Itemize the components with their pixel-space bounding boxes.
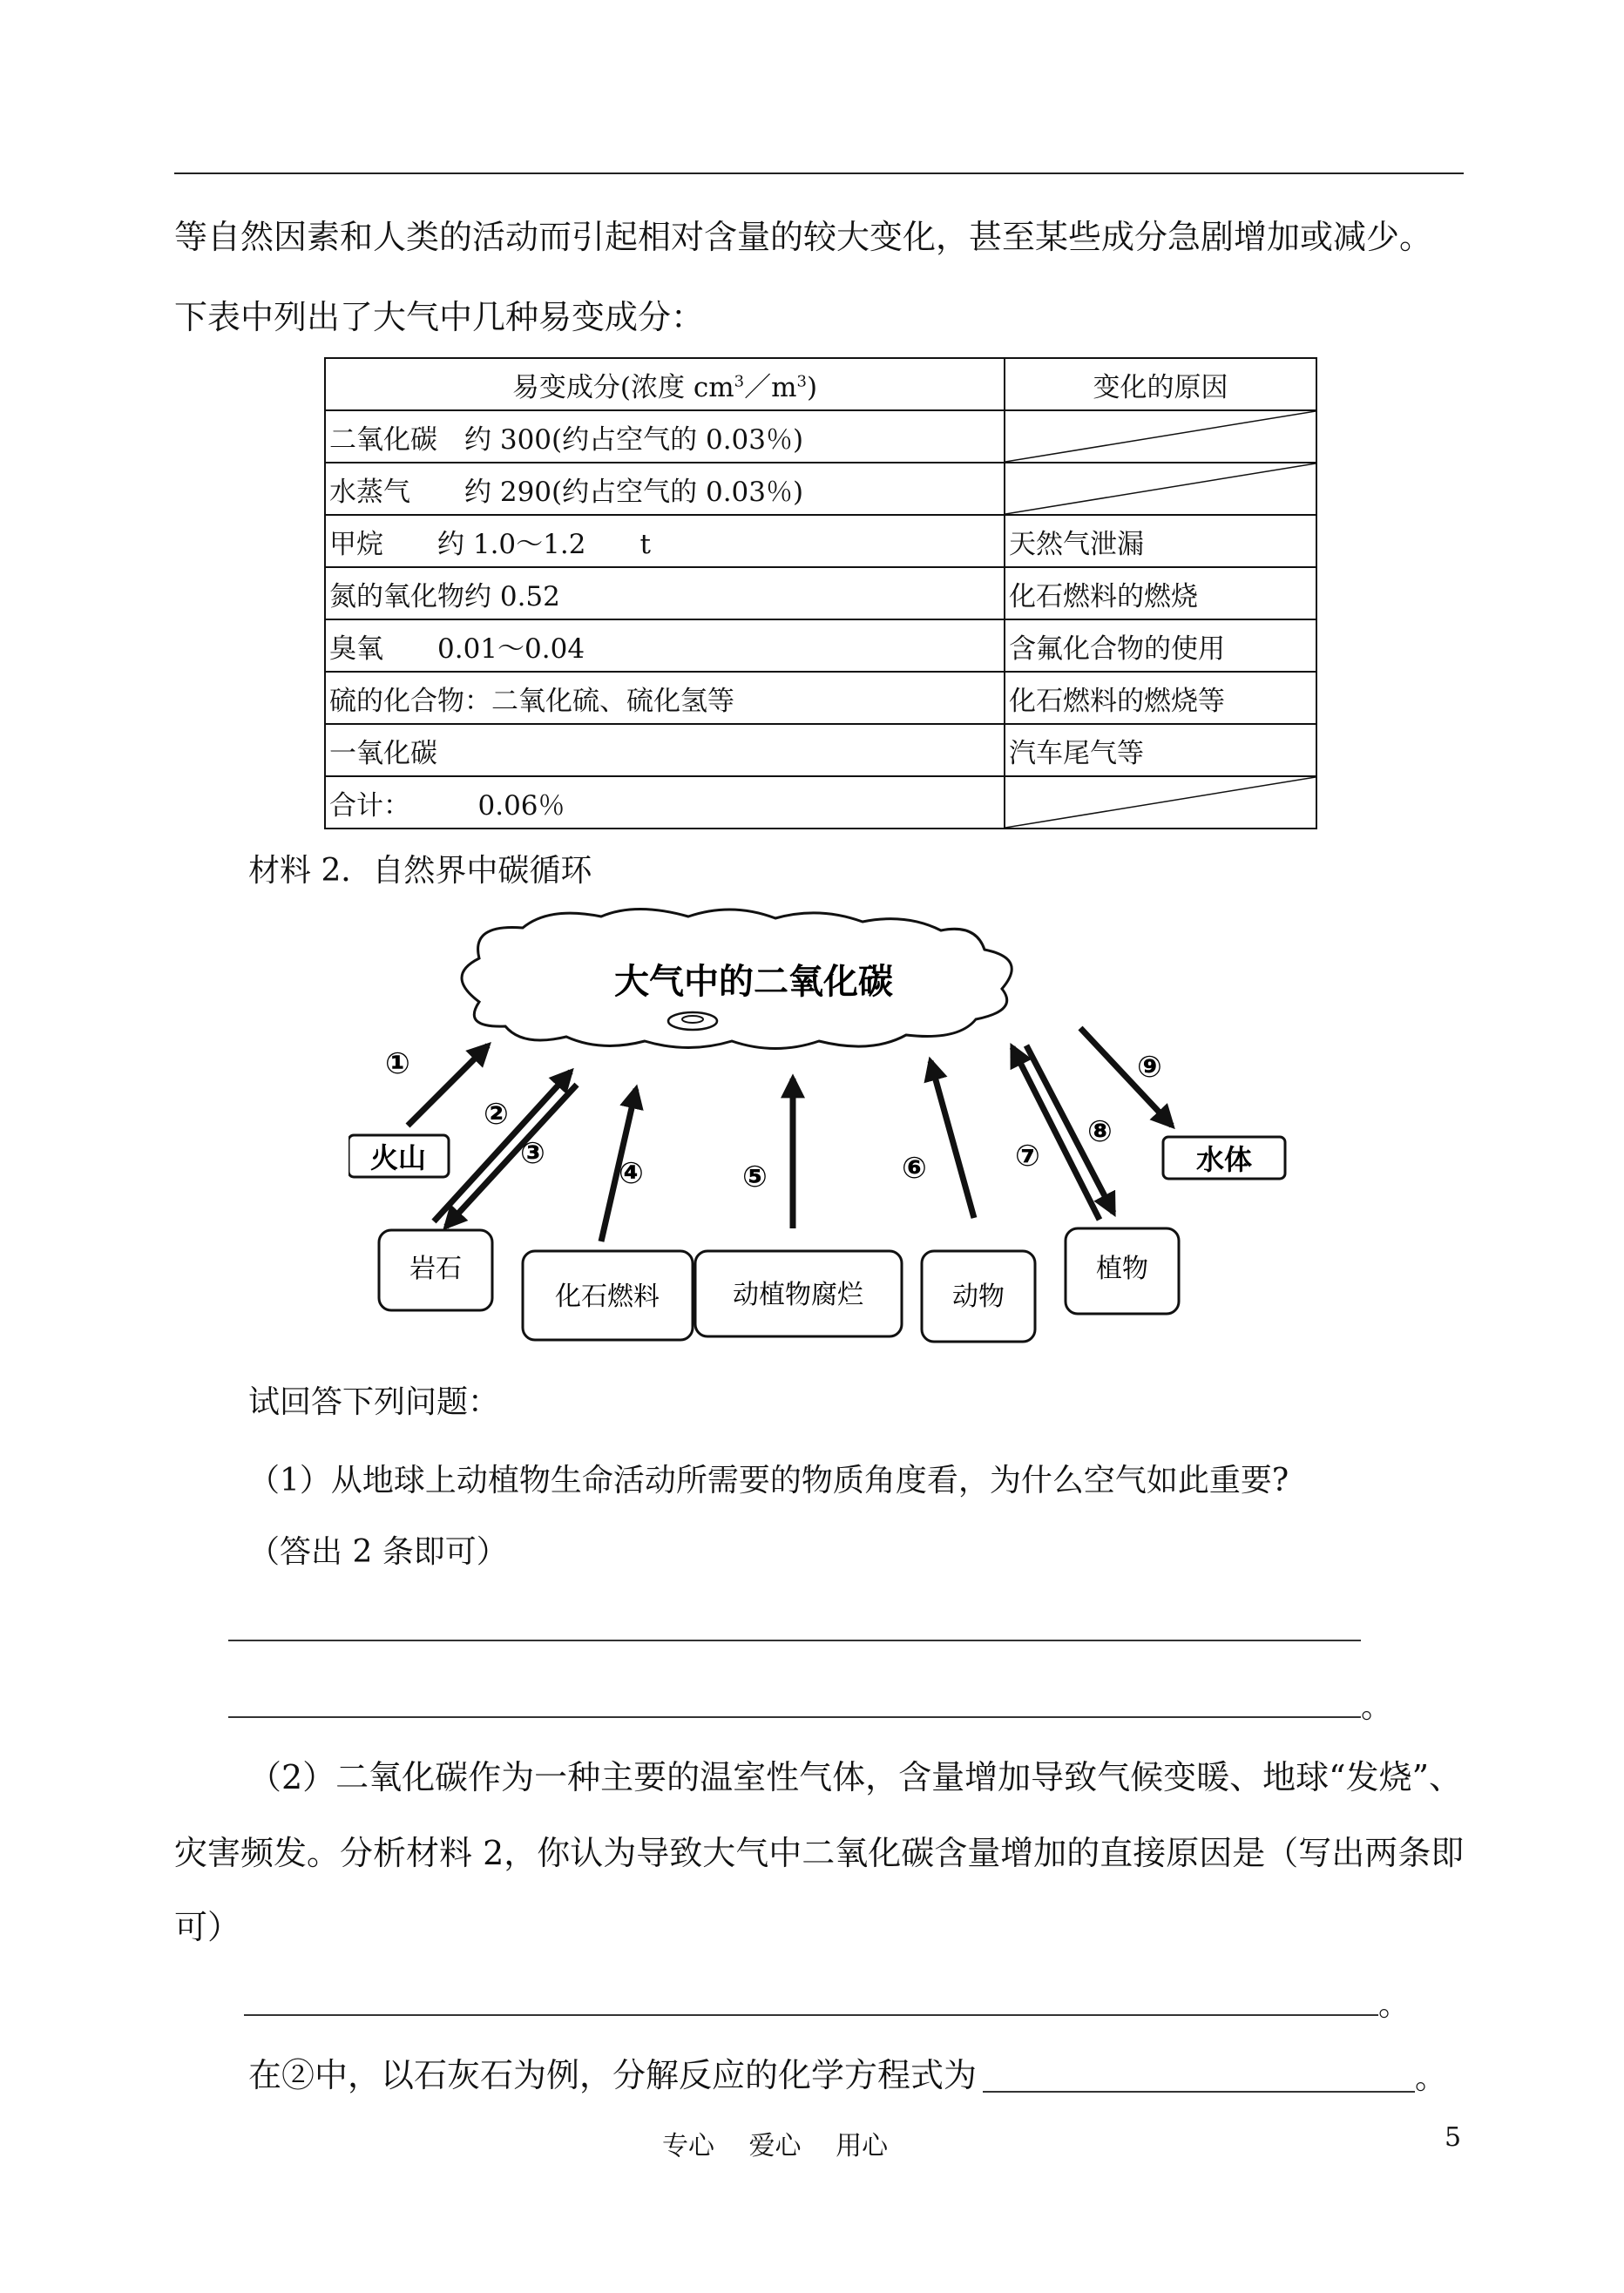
component-cell: 一氧化碳 xyxy=(325,724,1005,776)
table-row xyxy=(325,619,1316,672)
carbon-cycle-diagram xyxy=(348,906,1307,1359)
arrow-3 xyxy=(446,1085,577,1227)
answer-period: 。 xyxy=(1415,2060,1447,2096)
component-cell: 氮的氧化物约 0.52 xyxy=(325,567,1005,619)
header-rule xyxy=(174,172,1464,174)
question-2-line-3: 可） xyxy=(174,1908,241,1946)
number-label: ② xyxy=(484,1097,509,1132)
water-box xyxy=(1163,1137,1285,1179)
question-1-line-1: （1）从地球上动植物生命活动所需要的物质角度看，为什么空气如此重要? xyxy=(248,1463,1289,1498)
cloud-label: 大气中的二氧化碳 xyxy=(614,962,893,1002)
cause-cell: 化石燃料的燃烧 xyxy=(1005,567,1316,619)
answer-period: 。 xyxy=(1378,1987,1411,2023)
material-2-title: 材料 2．自然界中碳循环 xyxy=(248,853,592,889)
arrow-number-labels xyxy=(385,1046,1162,1194)
cause-cell-empty xyxy=(1005,776,1316,829)
plant-box xyxy=(1066,1228,1179,1314)
variable-components-table xyxy=(324,357,1317,829)
cause-cell: 含氟化合物的使用 xyxy=(1005,619,1316,672)
questions-intro: 试回答下列问题： xyxy=(248,1384,500,1420)
volcano-label: 火山 xyxy=(369,1141,427,1174)
intro-line-2: 下表中列出了大气中几种易变成分： xyxy=(174,298,705,336)
number-label: ⑧ xyxy=(1087,1114,1113,1149)
table-header-row xyxy=(325,358,1316,410)
number-label: ⑨ xyxy=(1137,1050,1162,1085)
number-label: ① xyxy=(385,1046,410,1081)
volcano-box xyxy=(348,1135,449,1177)
number-label: ③ xyxy=(520,1136,545,1171)
number-label: ⑥ xyxy=(902,1151,927,1186)
cause-cell-empty xyxy=(1005,410,1316,463)
number-label: ⑦ xyxy=(1015,1139,1040,1174)
cloud-detail-icon xyxy=(668,1012,717,1030)
component-cell: 合计： 0.06％ xyxy=(325,776,1005,829)
animal-box xyxy=(922,1251,1035,1342)
fossil-fuel-label: 化石燃料 xyxy=(555,1282,660,1312)
arrow-6 xyxy=(930,1061,974,1218)
table-row xyxy=(325,463,1316,515)
table-row xyxy=(325,724,1316,776)
decay-label: 动植物腐烂 xyxy=(733,1280,863,1310)
cause-cell: 化石燃料的燃烧等 xyxy=(1005,672,1316,724)
table-row xyxy=(325,672,1316,724)
table-row xyxy=(325,515,1316,567)
intro-line-1: 等自然因素和人类的活动而引起相对含量的较大变化，甚至某些成分急剧增加或减少。 xyxy=(174,218,1433,256)
table-row xyxy=(325,776,1316,829)
arrow-1 xyxy=(408,1045,488,1126)
table-row xyxy=(325,410,1316,463)
arrow-7 xyxy=(1012,1047,1100,1220)
answer-line-1[interactable] xyxy=(228,1640,1361,1641)
rock-box xyxy=(379,1230,492,1310)
footer-motto: 专心 爱心 用心 xyxy=(662,2131,889,2161)
arrow-2 xyxy=(434,1072,571,1221)
plant-label: 植物 xyxy=(1096,1254,1148,1284)
answer-line-2[interactable] xyxy=(228,1716,1361,1718)
question-1-line-2: （答出 2 条即可） xyxy=(248,1534,508,1570)
number-label: ④ xyxy=(619,1156,644,1191)
page-number: 5 xyxy=(1445,2122,1462,2153)
number-label: ⑤ xyxy=(742,1160,768,1194)
decay-box xyxy=(695,1251,902,1336)
header-cause: 变化的原因 xyxy=(1005,358,1316,410)
question-3: 在②中，以石灰石为例，分解反应的化学方程式为 xyxy=(248,2056,978,2094)
answer-period: 。 xyxy=(1361,1689,1393,1725)
question-2-line-1: （2）二氧化碳作为一种主要的温室性气体，含量增加导致气候变暖、地球“发烧”、 xyxy=(248,1758,1463,1796)
cause-cell-empty xyxy=(1005,463,1316,515)
component-cell: 二氧化碳 约 300(约占空气的 0.03％) xyxy=(325,410,1005,463)
component-cell: 水蒸气 约 290(约占空气的 0.03％) xyxy=(325,463,1005,515)
cause-cell: 汽车尾气等 xyxy=(1005,724,1316,776)
header-component: 易变成分(浓度 $cm^3/m^3$) xyxy=(325,358,1005,410)
water-label: 水体 xyxy=(1195,1143,1253,1176)
question-2-line-2: 灾害频发。分析材料 2，你认为导致大气中二氧化碳含量增加的直接原因是（写出两条即 xyxy=(174,1834,1465,1872)
cause-cell: 天然气泄漏 xyxy=(1005,515,1316,567)
component-cell: 臭氧 0.01～0.04 xyxy=(325,619,1005,672)
answer-line-equation[interactable] xyxy=(983,2091,1415,2093)
component-cell: 硫的化合物：二氧化硫、硫化氢等 xyxy=(325,672,1005,724)
table-row xyxy=(325,567,1316,619)
rock-label: 岩石 xyxy=(409,1254,462,1284)
answer-line-3[interactable] xyxy=(244,2014,1378,2016)
fossil-fuel-box xyxy=(523,1251,693,1340)
component-cell: 甲烷 约 1.0～1.2 t xyxy=(325,515,1005,567)
flow-arrows xyxy=(408,1028,1172,1241)
animal-label: 动物 xyxy=(952,1282,1005,1312)
